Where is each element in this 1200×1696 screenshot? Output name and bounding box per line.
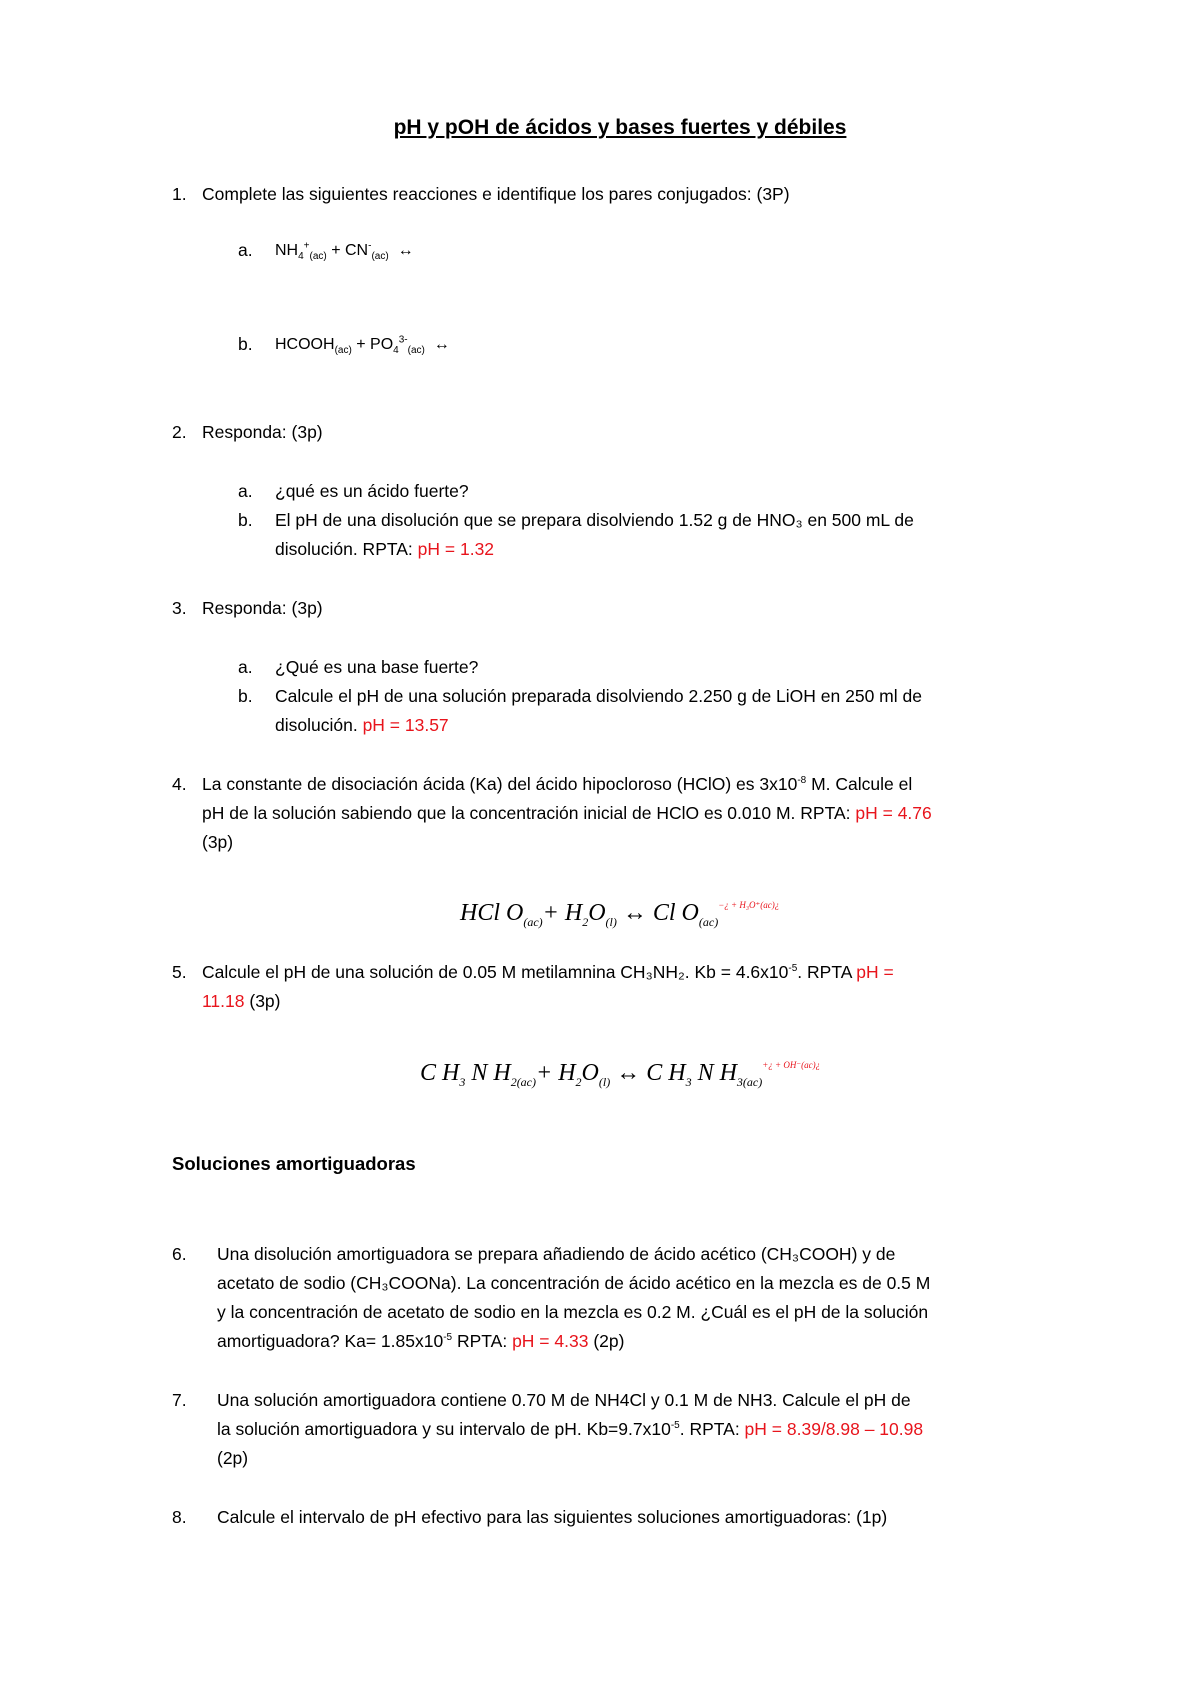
q7-line1: Una solución amortiguadora contiene 0.70 M de NH4Cl y 0.1 M de NH3. Calcule el pH de	[217, 1390, 911, 1410]
q1-number: 1.	[172, 184, 187, 204]
q3b-line2: disolución. pH = 13.57	[275, 715, 449, 735]
q2a-text: ¿qué es un ácido fuerte?	[275, 481, 469, 501]
q3a-text: ¿Qué es una base fuerte?	[275, 657, 479, 677]
q2b-line2: disolución. RPTA: pH = 1.32	[275, 539, 495, 559]
q3a-label: a.	[238, 657, 253, 677]
q5-answer-part2: 11.18	[202, 991, 245, 1011]
q3b-answer: pH = 13.57	[362, 715, 449, 735]
q6-line1: Una disolución amortiguadora se prepara añadiendo de ácido acético (CH₃COOH) y de	[217, 1244, 896, 1264]
q3b-label: b.	[238, 686, 253, 706]
q7-number: 7.	[172, 1390, 187, 1410]
q7-answer: pH = 8.39/8.98 – 10.98	[744, 1419, 924, 1439]
q1-text: Complete las siguientes reacciones e identifique los pares conjugados: (3P)	[202, 184, 790, 204]
q4-line1: La constante de disociación ácida (Ka) del ácido hipocloroso (HClO) es $3x10^{-8}$ M. Calcule el	[202, 774, 913, 794]
q7-line2: la solución amortiguadora y su intervalo de pH. $Kb=9.7x10^{-5}$. RPTA: pH = 8.39/8.98 – 10.98	[217, 1419, 924, 1439]
q6-number: 6.	[172, 1244, 187, 1264]
q6-line2: acetato de sodio (CH₃COONa). La concentración de ácido acético en la mezcla es de 0.5 M	[217, 1273, 931, 1293]
q4-answer: pH = 4.76	[855, 803, 932, 823]
q5-number: 5.	[172, 962, 187, 982]
q3-text: Responda: (3p)	[202, 598, 323, 618]
q8-text: Calcule el intervalo de pH efectivo para las siguientes soluciones amortiguadoras: (1p)	[217, 1507, 888, 1527]
q4-number: 4.	[172, 774, 187, 794]
q4-line2: pH de la solución sabiendo que la concentración inicial de HClO es 0.010 M. RPTA: pH = 4.76	[202, 803, 932, 823]
q1b-label: b.	[238, 334, 253, 354]
q5-equation: C $H_3$ N $H_{2(ac)}+ H_2O_{(l)}$ ↔ C $H_3$ N $H_{3(ac)}^{+¿ + OH^-(ac)¿}$	[420, 1060, 821, 1089]
q2b-label: b.	[238, 510, 253, 530]
q5-line2: 11.18 (3p)	[202, 991, 281, 1011]
q1a-label: a.	[238, 240, 253, 260]
q2b-answer: pH = 1.32	[417, 539, 495, 559]
q2b-line1: El pH de una disolución que se prepara disolviendo 1.52 g de HNO₃ en 500 mL de	[275, 510, 914, 530]
q6-answer: pH = 4.33	[512, 1331, 589, 1351]
q1b-reaction: $HCOOH_{(ac)} + PO_4^{3-}_{(ac)}$ ↔	[275, 334, 450, 357]
q3b-line1: Calcule el pH de una solución preparada disolviendo 2.250 g de LiOH en 250 ml de	[275, 686, 922, 706]
q7-line3: (2p)	[217, 1448, 249, 1468]
section-title: Soluciones amortiguadoras	[172, 1153, 416, 1174]
q8-number: 8.	[172, 1507, 187, 1527]
q5-line1: Calcule el pH de una solución de 0.05 M metilamnina CH₃NH₂. $Kb = 4.6x10^{-5}$. RPTA pH =	[202, 962, 894, 982]
q1a-reaction: $NH_4^+_{(ac)} + CN^-_{(ac)}$ ↔	[275, 240, 414, 263]
q6-line4: amortiguadora? $Ka= 1.85x10^{-5}$ RPTA: pH = 4.33 (2p)	[217, 1331, 625, 1351]
q2-text: Responda: (3p)	[202, 422, 323, 442]
q2a-label: a.	[238, 481, 253, 501]
q4-line3: (3p)	[202, 832, 234, 852]
q5-answer-part1: pH =	[856, 962, 894, 982]
q6-line3: y la concentración de acetato de sodio en la mezcla es 0.2 M. ¿Cuál es el pH de la solución	[217, 1302, 929, 1322]
q4-equation: HCl $O_{(ac)}+ H_2O_{(l)}$ ↔ Cl $O_{(ac)}^{-¿ + H_3O^+(ac)¿}$	[460, 900, 780, 929]
page-title: pH y pOH de ácidos y bases fuertes y débiles	[393, 116, 847, 139]
q3-number: 3.	[172, 598, 187, 618]
q2-number: 2.	[172, 422, 187, 442]
